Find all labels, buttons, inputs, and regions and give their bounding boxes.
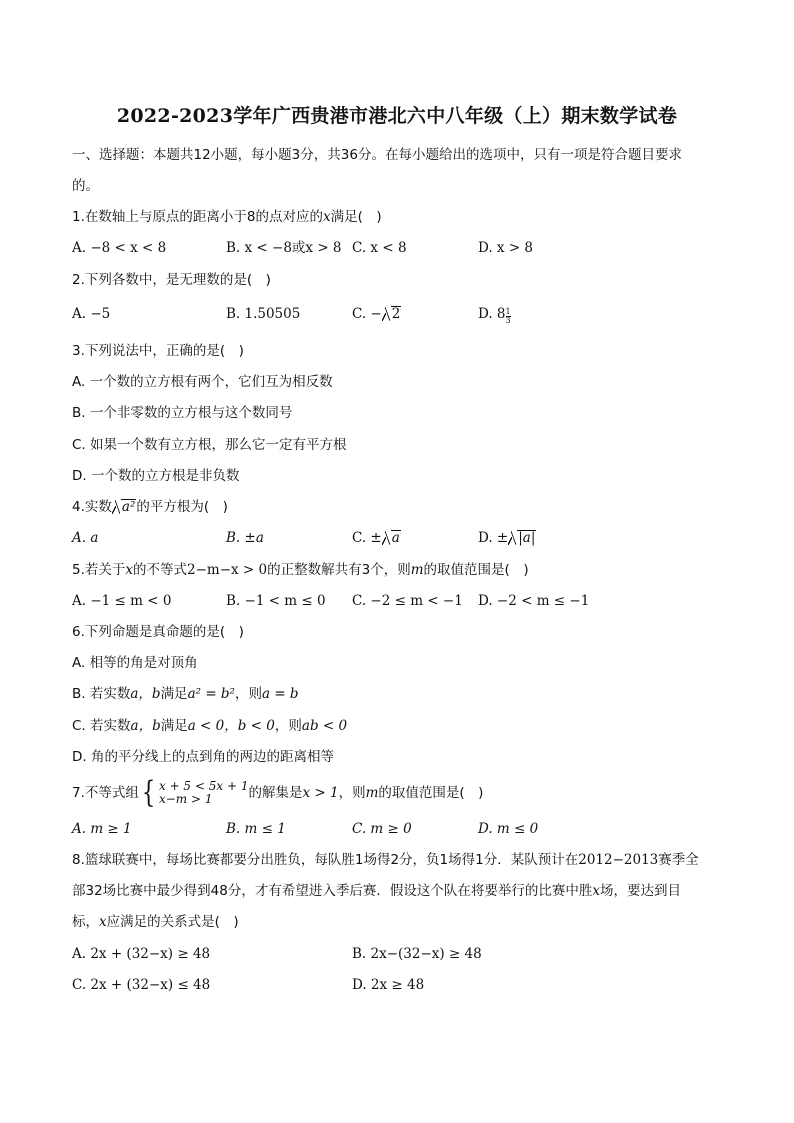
q8-option-a: A. 2x + (32−x) ≥ 48 [72,946,211,962]
question-3-stem: 3.下列说法中，正确的是( ) [72,343,244,359]
q8-option-d: D. 2x ≥ 48 [352,977,425,993]
q1-option-a: A. −8 < x < 8 [72,240,167,256]
sqrt-sign: |a| [508,529,536,547]
inequality-system: { x + 5 < 5x + 1 x−m > 1 [141,775,249,810]
mixed-fraction: $\frac{1}{3}$ [505,307,511,325]
q8-option-b: B. 2x−(32−x) ≥ 48 [352,946,482,962]
q7-option-b: B. m ≤ 1 [226,821,286,837]
q3-option-a: A. 一个数的立方根有两个，它们互为相反数 [72,374,333,390]
q5-option-c: C. −2 ≤ m < −1 [352,593,463,609]
q2-option-d: D. 8 $\frac{1}{3}$ [478,306,511,325]
q4-option-a: A. a [72,530,99,546]
q1-option-b: B. x < −8或x > 8 [226,240,342,256]
section-instructions-line2: 的。 [72,178,99,194]
question-5-stem: 5.若关于x的不等式2−m−x > 0的正整数解共有3个，则m的取值范围是( ) [72,562,529,578]
q7-option-a: A. m ≥ 1 [72,821,132,837]
q5-option-a: A. −1 ≤ m < 0 [72,593,172,609]
q1-option-d: D. x > 8 [478,240,534,256]
q7-option-c: C. m ≥ 0 [352,821,412,837]
q5-option-d: D. −2 < m ≤ −1 [478,593,590,609]
q6-option-a: A. 相等的角是对顶角 [72,655,198,671]
sqrt-sign: 2 [382,305,402,323]
q4-option-d: D. ± |a| [478,530,536,546]
question-8-line1: 8.篮球联赛中，每场比赛都要分出胜负，每队胜1场得2分，负1场得1分．某队预计在2012−2013赛季全 [72,852,699,868]
question-7-stem: 7.不等式组 { x + 5 < 5x + 1 x−m > 1 的解集是x > 1，则m的取值范围是( ) [72,775,484,810]
q2-option-a: A. −5 [72,306,111,322]
q6-option-c: C. 若实数a，b满足a < 0，b < 0，则ab < 0 [72,718,348,734]
question-1-stem: 1.在数轴上与原点的距离小于8的点对应的x满足( ) [72,209,382,225]
q4-option-b: B. ±a [226,530,264,546]
question-8-line2: 部32场比赛中最少得到48分，才有希望进入季后赛．假设这个队在将要举行的比赛中胜x场，要达到目 [72,883,681,899]
q8-option-c: C. 2x + (32−x) ≤ 48 [72,977,211,993]
sqrt-sign: a² [112,498,136,516]
q3-option-d: D. 一个数的立方根是非负数 [72,468,240,484]
q7-option-d: D. m ≤ 0 [478,821,539,837]
q1-option-c: C. x < 8 [352,240,407,256]
q3-option-b: B. 一个非零数的立方根与这个数同号 [72,405,293,421]
q6-option-d: D. 角的平分线上的点到角的两边的距离相等 [72,749,334,765]
exam-title: 2022-2023学年广西贵港市港北六中八年级（上）期末数学试卷 [116,105,678,127]
q3-option-c: C. 如果一个数有立方根，那么它一定有平方根 [72,437,347,453]
question-6-stem: 6.下列命题是真命题的是( ) [72,624,244,640]
question-4-stem: 4.实数 a²的平方根为( ) [72,499,228,515]
q6-option-b: B. 若实数a，b满足a² = b²，则a = b [72,686,299,702]
question-8-line3: 标，x应满足的关系式是( ) [72,914,239,930]
q5-option-b: B. −1 < m ≤ 0 [226,593,326,609]
q2-option-c: C. − 2 [352,306,401,322]
q2-option-b: B. 1.50505 [226,306,301,322]
sqrt-sign: a [382,529,401,547]
section-instructions-line1: 一、选择题：本题共12小题，每小题3分，共36分。在每小题给出的选项中，只有一项是符合题目要求 [72,147,682,163]
q4-option-c: C. ± a [352,530,400,546]
question-2-stem: 2.下列各数中，是无理数的是( ) [72,272,271,288]
